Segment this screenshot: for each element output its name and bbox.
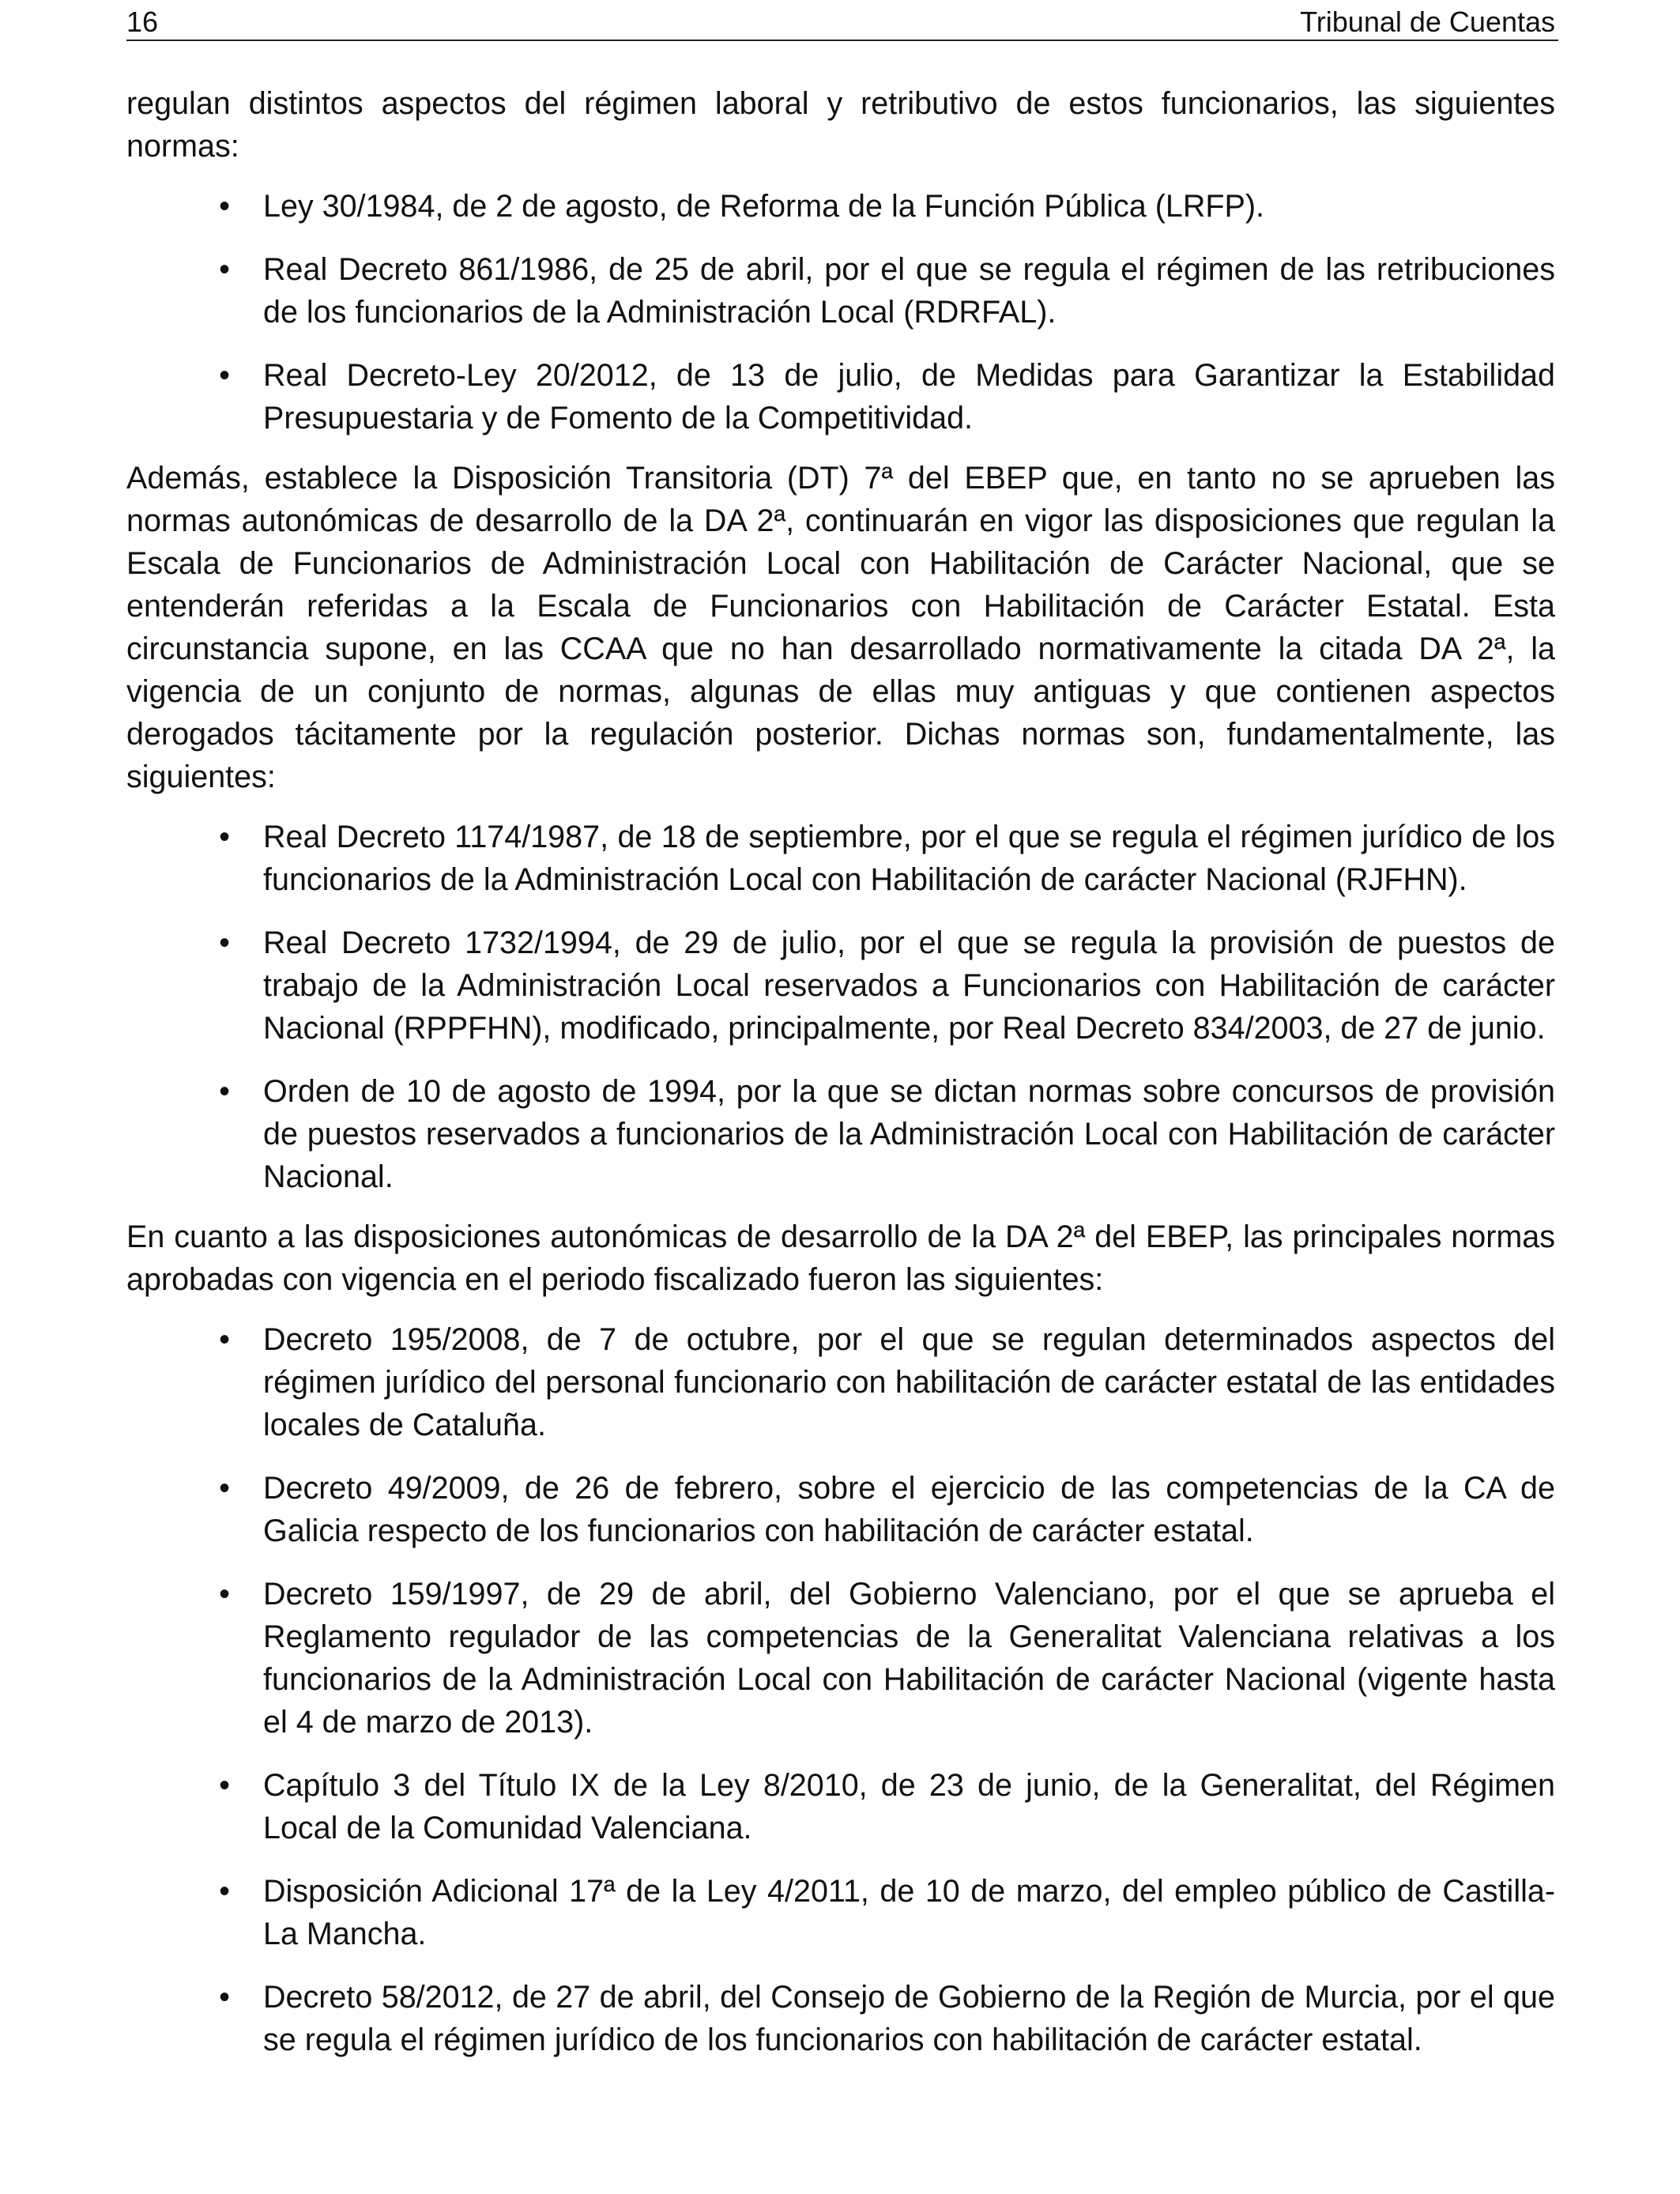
list-item-text: Real Decreto 1732/1994, de 29 de julio, por el que se regula la provisión de puestos de trabajo de la Administración Local reservados a Funcionarios con Habilitación de carácter Nacional (RPPFHN), modificado, principalmente, por Real Decreto 834/2003, de 27 de junio. [263,925,1555,1046]
list-item-text: Orden de 10 de agosto de 1994, por la que se dictan normas sobre concursos de provisión de puestos reservados a funcionarios de la Administración Local con Habilitación de carácter Nacional. [263,1074,1555,1194]
bullet-icon: • [219,358,230,393]
list-item-text: Decreto 195/2008, de 7 de octubre, por el que se regulan determinados aspectos del régimen jurídico del personal funcionario con habilitación de carácter estatal de las entidades locales de Cataluña. [263,1322,1555,1442]
bullet-icon: • [219,1074,230,1109]
bullet-icon: • [219,1768,230,1803]
list-item [126,1870,1555,1955]
list-item [126,1318,1555,1446]
list-item-text: Real Decreto 861/1986, de 25 de abril, por el que se regula el régimen de las retribuciones de los funcionarios de la Administración Local (RDRFAL). [263,252,1555,330]
bullet-list [126,1318,1555,2061]
list-item [126,922,1555,1050]
list-item-text: Ley 30/1984, de 2 de agosto, de Reforma de la Función Pública (LRFP). [263,189,1264,224]
bullet-icon: • [219,1322,230,1357]
page-number: 16 [126,6,159,38]
list-item [126,1976,1555,2061]
bullet-icon: • [219,252,230,287]
list-item [126,185,1555,228]
bullet-icon: • [219,925,230,960]
body-paragraph: Además, establece la Disposición Transitoria (DT) 7ª del EBEP que, en tanto no se aprueben las normas autonómicas de desarrollo de la DA 2ª, continuarán en vigor las disposiciones que regulan la Escala de Funcionarios de Administración Local con Habilitación de Carácter Nacional, que se entenderán referidas a la Escala de Funcionarios con Habilitación de Carácter Estatal. Esta circunstancia supone, en las CCAA que no han desarrollado normativamente la citada DA 2ª, la vigencia de un conjunto de normas, algunas de ellas muy antiguas y que contienen aspectos derogados tácitamente por la regulación posterior. Dichas normas son, fundamentalmente, las siguientes: [126,461,1555,794]
list-item [126,1467,1555,1552]
list-item [126,1764,1555,1849]
list-item [126,354,1555,439]
list-item-text: Decreto 49/2009, de 26 de febrero, sobre el ejercicio de las competencias de la CA de Galicia respecto de los funcionarios con habilitación de carácter estatal. [263,1471,1555,1548]
list-item [126,1573,1555,1744]
list-item-text: Real Decreto 1174/1987, de 18 de septiembre, por el que se regula el régimen jurídico de los funcionarios de la Administración Local con Habilitación de carácter Nacional (RJFHN). [263,820,1555,897]
bullet-list [126,185,1555,439]
body-paragraph: En cuanto a las disposiciones autonómicas de desarrollo de la DA 2ª del EBEP, las principales normas aprobadas con vigencia en el periodo fiscalizado fueron las siguientes: [126,1220,1555,1297]
list-item-text: Disposición Adicional 17ª de la Ley 4/2011, de 10 de marzo, del empleo público de Castilla-La Mancha. [263,1874,1555,1951]
bullet-list [126,816,1555,1198]
list-item [126,816,1555,901]
list-item-text: Decreto 58/2012, de 27 de abril, del Consejo de Gobierno de la Región de Murcia, por el que se regula el régimen jurídico de los funcionarios con habilitación de carácter estatal. [263,1980,1555,2057]
body-paragraph: regulan distintos aspectos del régimen laboral y retributivo de estos funcionarios, las siguientes normas: [126,86,1555,164]
header-title: Tribunal de Cuentas [1300,6,1555,38]
bullet-icon: • [219,1471,230,1506]
bullet-icon: • [219,1577,230,1612]
list-item-text: Real Decreto-Ley 20/2012, de 13 de julio, de Medidas para Garantizar la Estabilidad Presupuestaria y de Fomento de la Competitividad. [263,358,1555,435]
bullet-icon: • [219,820,230,854]
list-item [126,248,1555,334]
list-item [126,1070,1555,1198]
list-item-text: Decreto 159/1997, de 29 de abril, del Gobierno Valenciano, por el que se aprueba el Reglamento regulador de las competencias de la Generalitat Valenciana relativas a los funcionarios de la Administración Local con Habilitación de carácter Nacional (vigente hasta el 4 de marzo de 2013). [263,1577,1555,1740]
bullet-icon: • [219,189,230,224]
bullet-icon: • [219,1980,230,2015]
list-item-text: Capítulo 3 del Título IX de la Ley 8/2010, de 23 de junio, de la Generalitat, del Régimen Local de la Comunidad Valenciana. [263,1768,1555,1845]
document-body [126,82,1555,2079]
page-header [126,3,1558,41]
bullet-icon: • [219,1874,230,1909]
